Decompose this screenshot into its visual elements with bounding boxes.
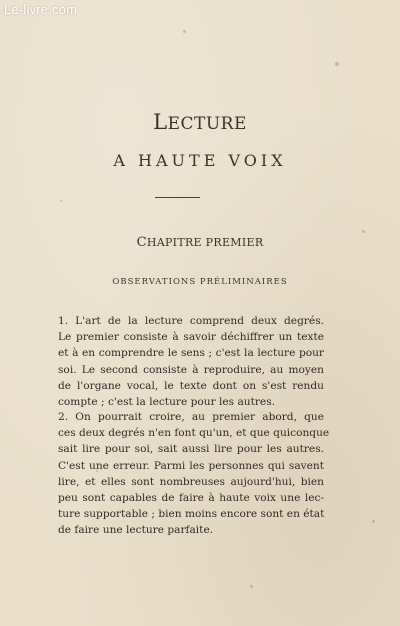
text-line: peu sont capables de faire à haute voix une lec- (58, 492, 324, 505)
paragraph-2 (58, 409, 330, 539)
chapter-initial: C (136, 235, 147, 250)
text-line: de faire une lecture parfaite. (58, 524, 214, 537)
foxing-spot (60, 200, 62, 202)
paragraph-1 (58, 313, 324, 410)
title-initial: L (153, 110, 168, 134)
text-line: de l'organe vocal, le texte dont on s'est rendu (58, 379, 324, 392)
text-line: sait lire pour soi, sait aussi lire pour les autres. (58, 443, 324, 456)
text-line: compte ; c'est la lecture pour les autres. (58, 396, 275, 409)
text-line: C'est une erreur. Parmi les personnes qui savent (58, 459, 324, 472)
foxing-spot (372, 520, 375, 523)
section-subheading: OBSERVATIONS PRÉLIMINAIRES (112, 277, 288, 287)
chapter-rest: HAPITRE PREMIER (146, 236, 264, 249)
foxing-spot (335, 62, 339, 66)
text-line: Le premier consiste à savoir déchiffrer un texte (58, 331, 324, 344)
foxing-spot (362, 230, 365, 233)
page-subtitle: A HAUTE VOIX (113, 151, 287, 170)
text-line: ture supportable ; bien moins encore sont en état (58, 508, 325, 521)
text-line: 2. On pourrait croire, au premier abord, que (58, 411, 324, 423)
text-line: ces deux degrés n'en font qu'un, et que quiconque (58, 427, 330, 440)
title-rest: ECTURE (167, 114, 247, 134)
text-line: et à en comprendre le sens ; c'est la lecture pour (58, 347, 324, 360)
page-title (0, 110, 400, 134)
chapter-heading (0, 235, 400, 250)
text-line: soi. Le second consiste à reproduire, au moyen (58, 363, 324, 376)
divider-rule (155, 197, 200, 198)
foxing-spot (250, 585, 253, 588)
watermark: Le-livre.com (4, 2, 78, 17)
foxing-spot (183, 30, 186, 33)
text-line: lire, et elles sont nombreuses aujourd'hui, bien (58, 475, 324, 488)
text-line: 1. L'art de la lecture comprend deux degrés. (58, 315, 324, 327)
